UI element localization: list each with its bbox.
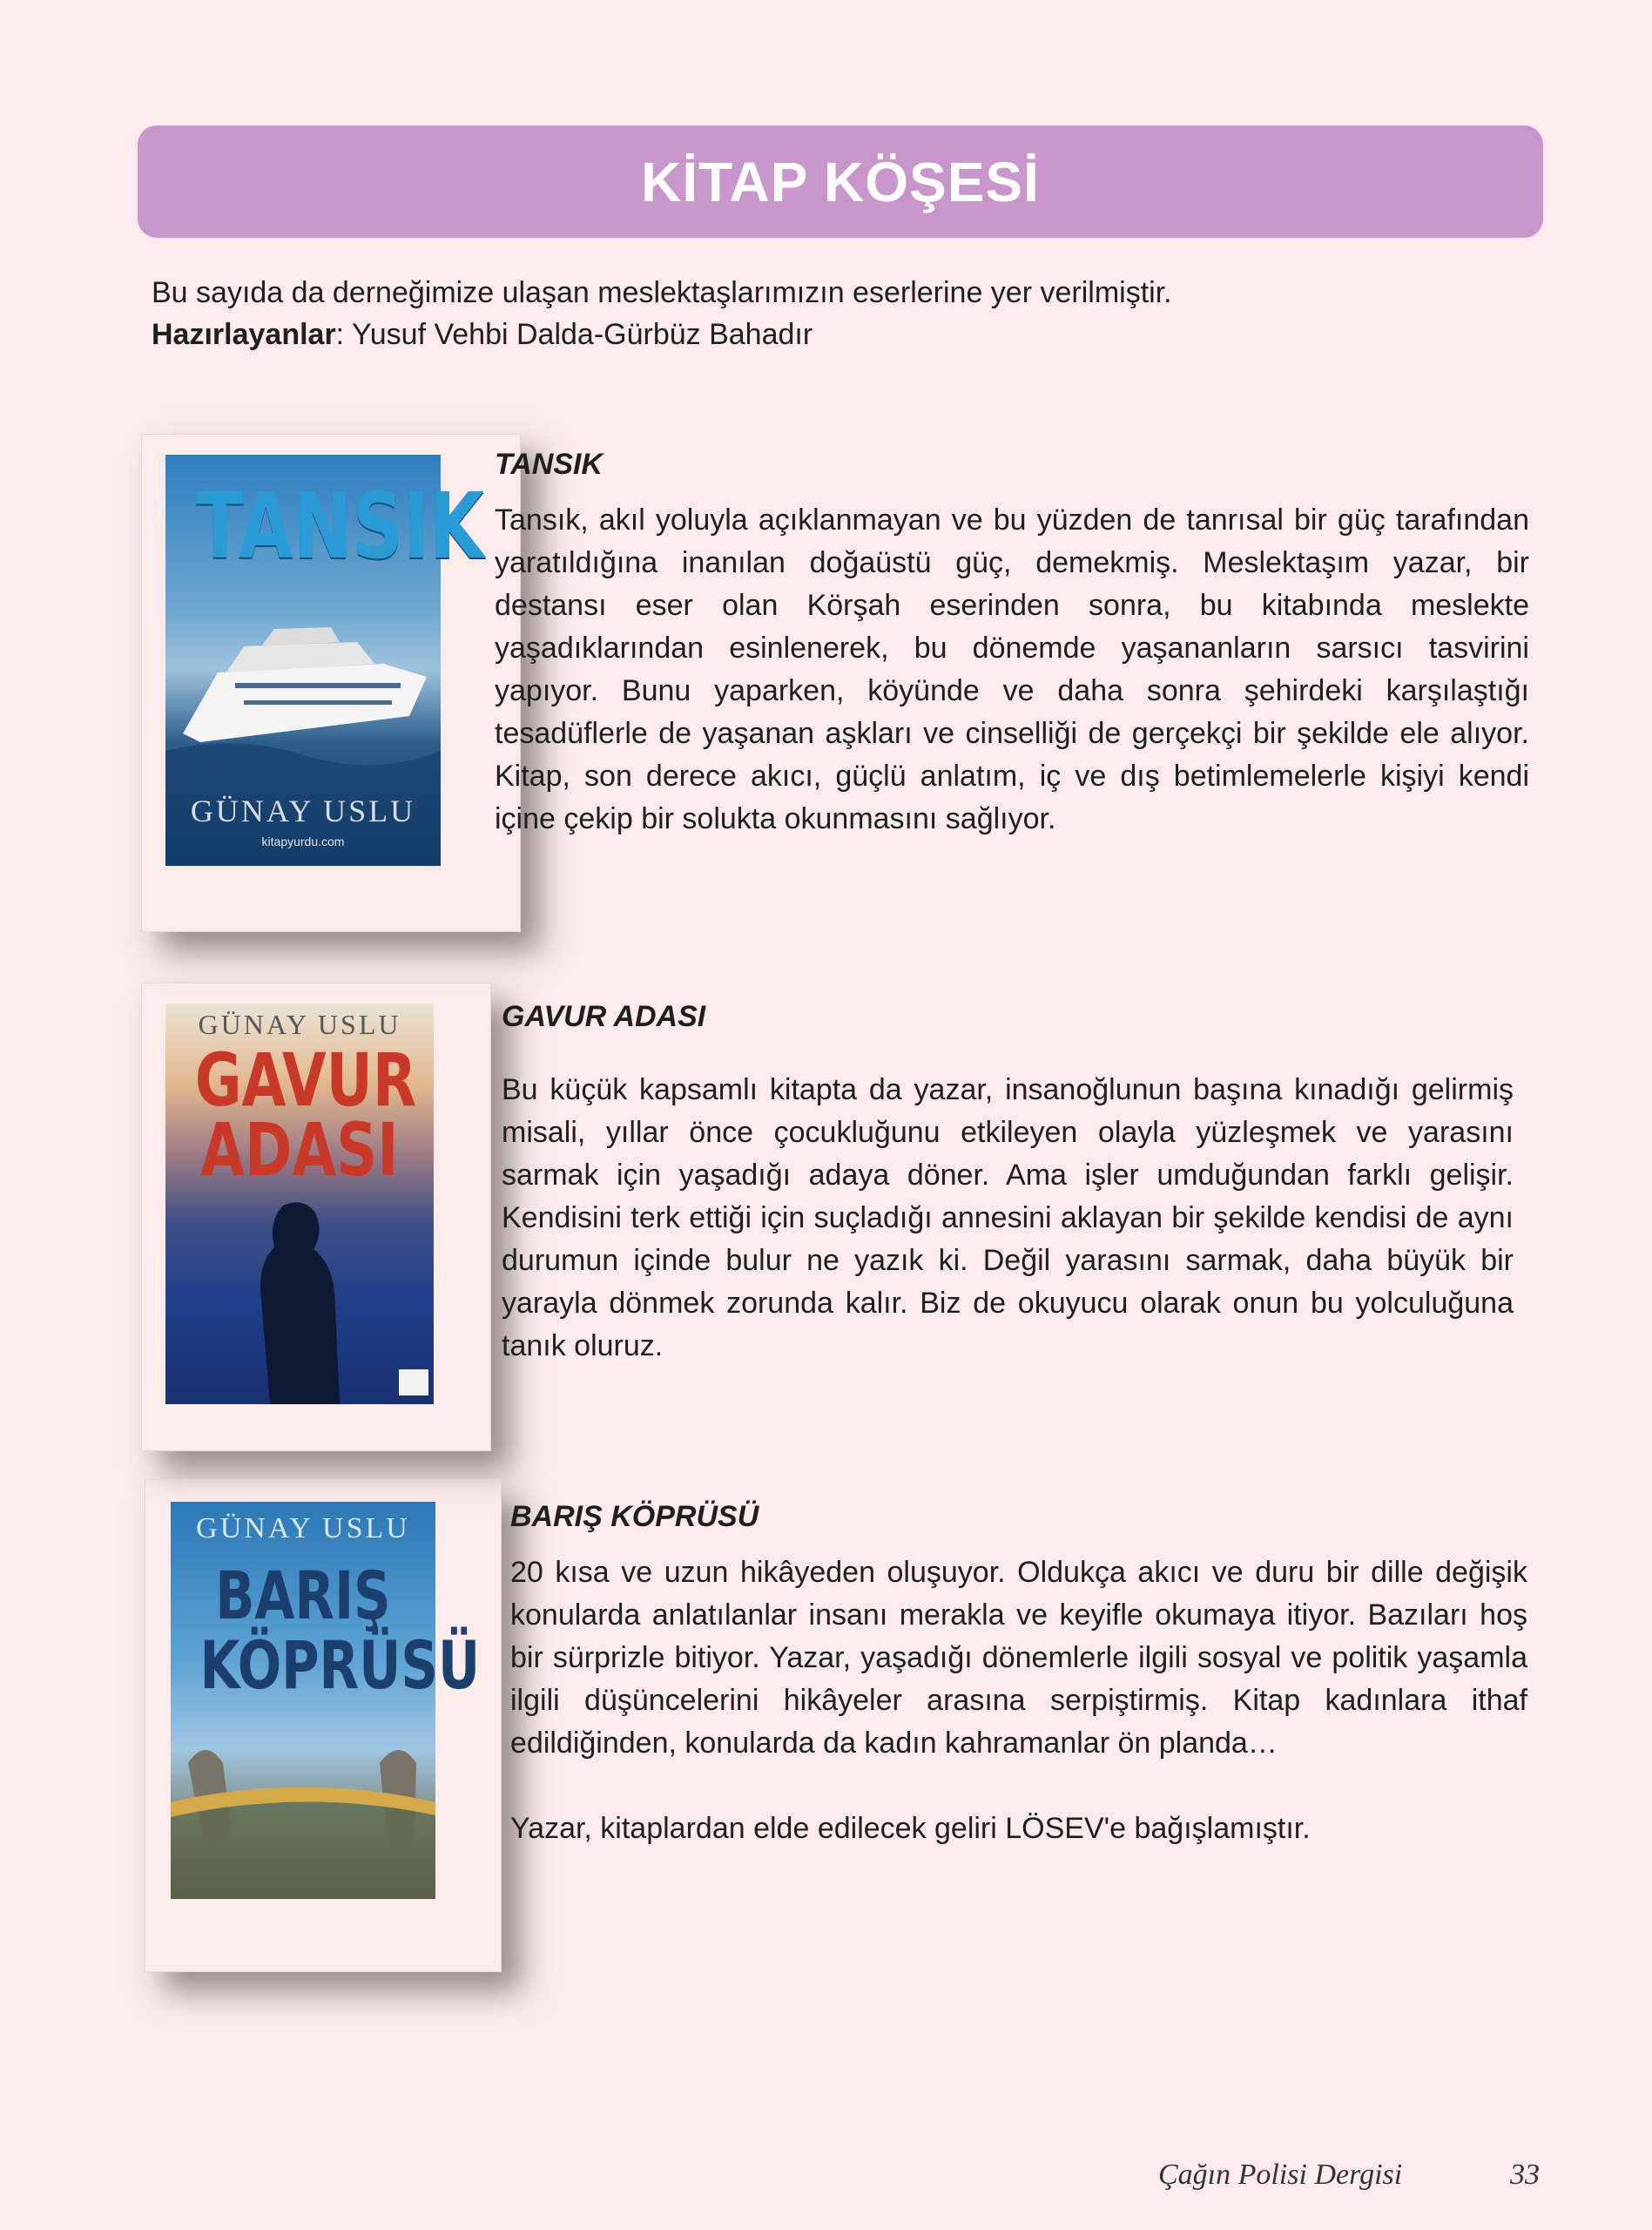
- book-entry-gavur-adasi: [502, 1000, 1514, 1368]
- prepared-names: : Yusuf Vehbi Dalda-Gürbüz Bahadır: [335, 318, 813, 351]
- cover-author-gavur-adasi: GÜNAY USLU: [198, 1009, 401, 1040]
- page-number: 33: [1510, 2159, 1540, 2191]
- book-description-baris-koprusu: 20 kısa ve uzun hikâyeden oluşuyor. Oldukça akıcı ve duru bir dille değişik konularda anlatılanlar insanı merakla ve keyifle okumaya itiyor. Bazıları hoş bir sürprizle bitiyor. Yazar, yaşadığı dönemlerle ilgili sosyal ve politik yaşamla ilgili düşüncelerini hikâyeler arasına serpiştirmiş. Kitap kadınlara ithaf edildiğinden, konularda da kadın kahramanlar ön planda…: [510, 1556, 1527, 1760]
- intro: [152, 272, 1510, 355]
- cover-title-gavur-line1: GAVUR: [194, 1037, 417, 1123]
- book-title-tansik: TANSIK: [495, 448, 603, 481]
- book-entry-tansik: [495, 448, 1529, 841]
- book-title-baris-koprusu: BARIŞ KÖPRÜSÜ: [510, 1500, 759, 1533]
- cover-title-tansik: TANSIK: [195, 473, 484, 579]
- cover-image-baris-koprusu: [171, 1502, 481, 1899]
- page-title: KİTAP KÖŞESİ: [641, 150, 1040, 213]
- section-banner: [138, 125, 1543, 238]
- cover-title-gavur-line2: ADASI: [200, 1107, 399, 1193]
- book-description-tansik: Tansık, akıl yoluyla açıklanmayan ve bu yüzden de tanrısal bir güç tarafından yaratıldığına inanılan doğaüstü güç, demekmiş. Meslektaşım yazar, bir destansı eser olan Körşah eserinden sonra, bu kitabında meslekte yaşadıklarından esinlenerek, bu dönemde yaşananların sarsıcı tasvirini yapıyor. Bunu yaparken, köyünde ve daha sonra şehirdeki karşılaştığı tesadüflerle de yaşanan aşkları ve cinselliği de gerçekçi bir şekilde ele alıyor. Kitap, son derece akıcı, güçlü anlatım, iç ve dış betimlemelerle kişiyi kendi içine çekip bir solukta okunmasını sağlıyor.: [495, 503, 1529, 835]
- magazine-name: Çağın Polisi Dergisi: [1158, 2159, 1403, 2191]
- intro-text: Bu sayıda da derneğimize ulaşan meslektaşlarımızın eserlerine yer verilmiştir.: [152, 276, 1172, 309]
- book-entry-baris-koprusu: [510, 1500, 1527, 1850]
- cover-title-baris-line2: KÖPRÜSÜ: [199, 1626, 481, 1704]
- cover-title-baris-line1: BARIŞ: [215, 1557, 391, 1634]
- cover-image-tansik: [165, 455, 484, 866]
- cover-author-baris-koprusu: GÜNAY USLU: [196, 1512, 410, 1544]
- cover-author-tansik: GÜNAY USLU: [190, 794, 416, 828]
- prepared-by: [152, 314, 1510, 355]
- cover-site-tansik: kitapyurdu.com: [261, 835, 345, 848]
- prepared-label: Hazırlayanlar: [152, 318, 336, 351]
- book-description-gavur-adasi: Bu küçük kapsamlı kitapta da yazar, insanoğlunun başına kınadığı gelirmiş misali, yıllar önce çocukluğunu etkileyen olayla yüzleşmek ve yarasını sarmak için yaşadığı adaya döner. Ama işler umduğundan farklı gelişir. Kendisini terk ettiği için suçladığı annesini aklayan bir şekilde kendisi de aynı durumun içinde bulur ne yazık ki. Değil yarasını sarmak, daha büyük bir yarayla dönmek zorunda kalır. Biz de okuyucu olarak onun bu yolculuğuna tanık oluruz.: [502, 1073, 1514, 1362]
- cover-image-gavur-adasi: [165, 1004, 434, 1404]
- book-title-gavur-adasi: GAVUR ADASI: [502, 1000, 706, 1033]
- book-note-losev: Yazar, kitaplardan elde edilecek geliri LÖSEV'e bağışlamıştır.: [510, 1812, 1311, 1845]
